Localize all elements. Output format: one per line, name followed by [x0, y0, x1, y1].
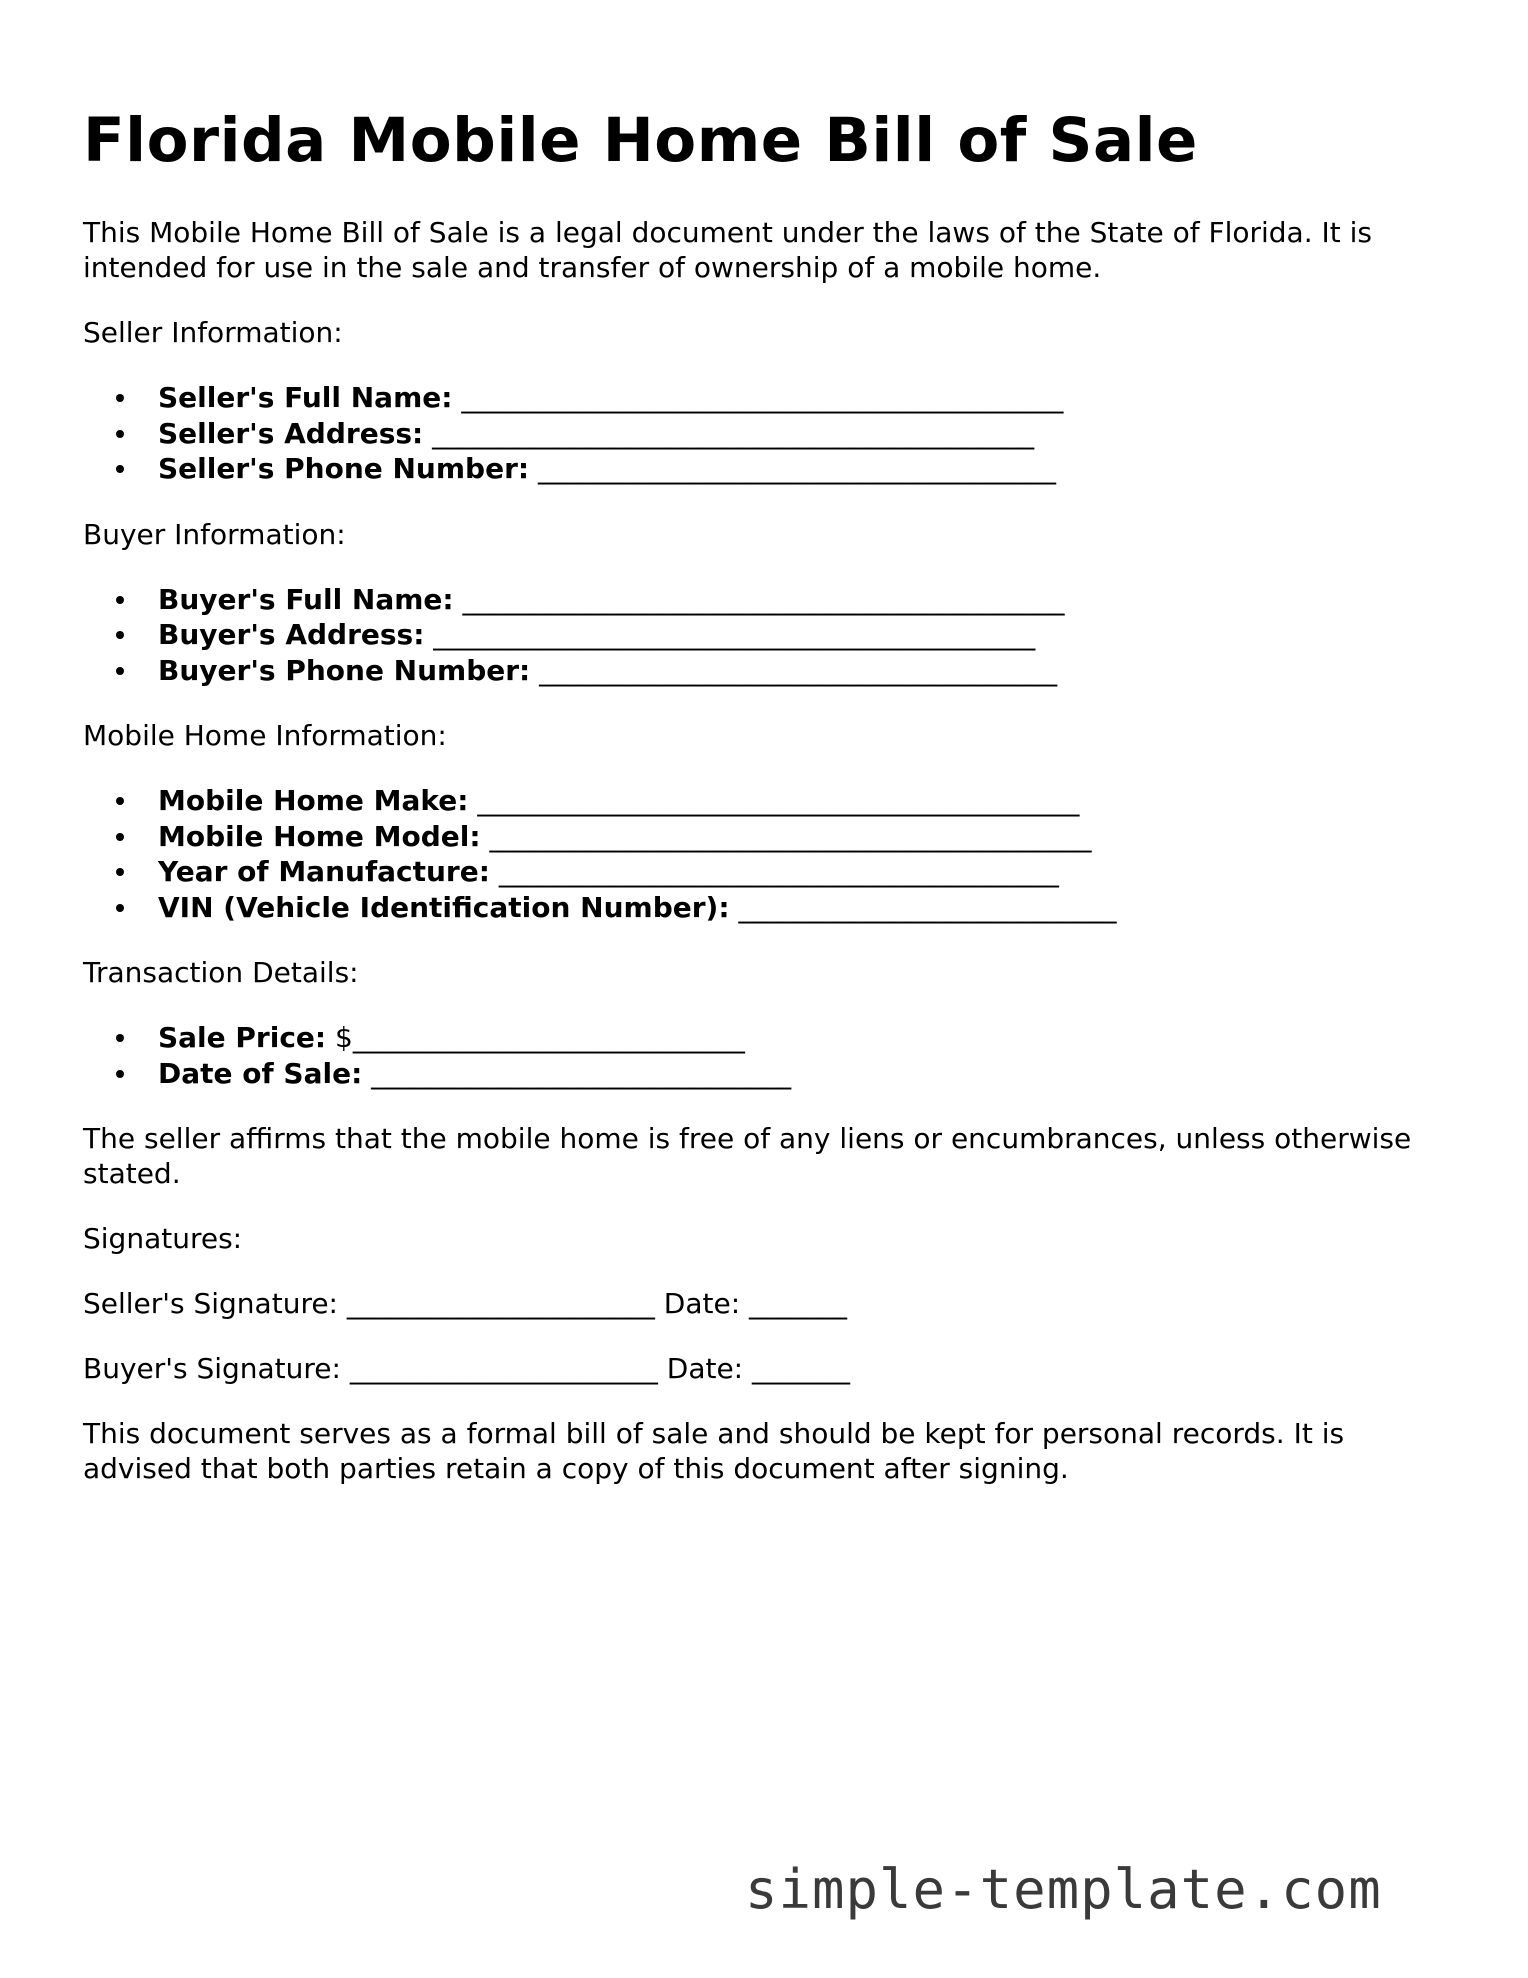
- field-blank: ___________________________: [729, 890, 1117, 924]
- field-label: Seller's Address:: [158, 416, 424, 450]
- seller-fields-list: [83, 380, 1443, 487]
- closing-paragraph: This document serves as a formal bill of sale and should be kept for personal records. It is advised that both parties retain a copy of this document after signing.: [83, 1417, 1345, 1486]
- field-blank: _____________________________________: [529, 452, 1056, 486]
- field-label: Seller's Full Name:: [158, 381, 453, 415]
- sale-price-field: [158, 1020, 1443, 1056]
- transaction-section-heading: Transaction Details:: [83, 956, 359, 990]
- seller-full-name-field: [158, 380, 1443, 416]
- field-blank: ___________________________________________: [480, 819, 1092, 853]
- seller-section-heading: Seller Information:: [83, 316, 343, 350]
- field-label: Buyer's Full Name:: [158, 582, 454, 616]
- buyer-fields-list: [83, 582, 1443, 689]
- mobile-home-fields-list: [83, 783, 1443, 925]
- transaction-fields-list: [83, 1020, 1443, 1091]
- field-blank: ___________________________________________: [452, 381, 1064, 415]
- mobile-home-model-field: [158, 819, 1443, 855]
- field-label: Year of Manufacture:: [158, 855, 490, 889]
- field-blank: _____________________________________: [530, 653, 1058, 687]
- document-page: [83, 104, 1443, 1486]
- seller-signature-line: Seller's Signature: ______________________ Date: _______: [83, 1287, 848, 1321]
- field-blank: $____________________________: [326, 1021, 745, 1055]
- field-blank: ___________________________________________: [453, 582, 1065, 616]
- field-blank: ___________________________________________: [423, 416, 1035, 450]
- watermark-text: simple-template.com: [745, 1858, 1382, 1921]
- field-blank: ________________________________________: [489, 855, 1059, 889]
- page-title: Florida Mobile Home Bill of Sale: [83, 105, 1198, 176]
- field-blank: ___________________________________________: [424, 618, 1036, 652]
- field-label: Seller's Phone Number:: [158, 452, 530, 486]
- mobile-home-make-field: [158, 783, 1443, 819]
- buyer-full-name-field: [158, 582, 1443, 618]
- field-label: Date of Sale:: [158, 1056, 363, 1090]
- seller-phone-field: [158, 451, 1443, 487]
- vin-field: [158, 890, 1443, 926]
- buyer-signature-line: Buyer's Signature: ______________________ Date: _______: [83, 1352, 851, 1386]
- signatures-heading: Signatures:: [83, 1222, 243, 1256]
- buyer-phone-field: [158, 653, 1443, 689]
- field-blank: ______________________________: [362, 1056, 792, 1090]
- mobile-home-section-heading: Mobile Home Information:: [83, 719, 447, 753]
- field-blank: ___________________________________________: [468, 784, 1080, 818]
- field-label: VIN (Vehicle Identification Number):: [158, 890, 730, 924]
- buyer-section-heading: Buyer Information:: [83, 517, 346, 551]
- seller-address-field: [158, 416, 1443, 452]
- field-label: Buyer's Address:: [158, 618, 425, 652]
- field-label: Mobile Home Make:: [158, 784, 469, 818]
- field-label: Buyer's Phone Number:: [158, 653, 531, 687]
- intro-paragraph: This Mobile Home Bill of Sale is a legal document under the laws of the State of Florida. It is intended for use in the sale and transfer of ownership of a mobile home.: [83, 216, 1373, 285]
- field-label: Mobile Home Model:: [158, 819, 481, 853]
- date-of-sale-field: [158, 1056, 1443, 1092]
- year-of-manufacture-field: [158, 854, 1443, 890]
- affirmation-paragraph: The seller affirms that the mobile home is free of any liens or encumbrances, unless otherwise stated.: [83, 1122, 1412, 1191]
- field-label: Sale Price:: [158, 1021, 327, 1055]
- buyer-address-field: [158, 617, 1443, 653]
